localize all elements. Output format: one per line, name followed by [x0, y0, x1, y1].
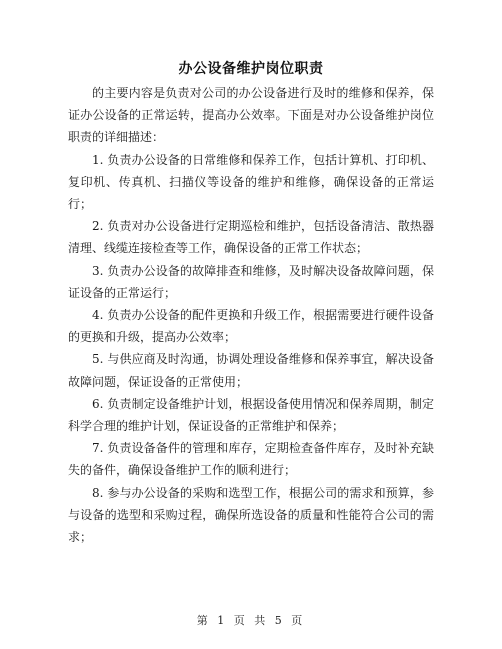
duty-item-5: 5. 与供应商及时沟通，协调处理设备维修和保养事宜，解决设备故障问题，保证设备的正常使用； — [68, 352, 434, 389]
duty-item-4: 4. 负责办公设备的配件更换和升级工作，根据需要进行硬件设备的更换和升级，提高办公效率； — [68, 308, 434, 345]
document-body — [68, 82, 434, 548]
duty-item-2: 2. 负责对办公设备进行定期巡检和维护，包括设备清洁、散热器清理、线缆连接检查等工作，确保设备的正常工作状态； — [68, 219, 434, 256]
duty-item-1: 1. 负责办公设备的日常维修和保养工作，包括计算机、打印机、复印机、传真机、扫描仪等设备的维护和维修，确保设备的正常运行； — [68, 152, 434, 212]
page-number-footer: 第 1 页 共 5 页 — [196, 614, 306, 627]
intro-paragraph: 的主要内容是负责对公司的办公设备进行及时的维修和保养，保证办公设备的正常运转，提高办公效率。下面是对办公设备维护岗位职责的详细描述： — [68, 86, 434, 145]
duty-item-3: 3. 负责办公设备的故障排查和维修，及时解决设备故障问题，保证设备的正常运行； — [68, 263, 434, 300]
duty-item-6: 6. 负责制定设备维护计划，根据设备使用情况和保养周期，制定科学合理的维护计划，保证设备的正常维护和保养； — [68, 396, 434, 434]
document-title: 办公设备维护岗位职责 — [178, 61, 324, 77]
duty-item-7: 7. 负责设备备件的管理和库存，定期检查备件库存，及时补充缺失的备件，确保设备维护工作的顺利进行； — [68, 441, 434, 478]
duty-item-8: 8. 参与办公设备的采购和选型工作，根据公司的需求和预算，参与设备的选型和采购过程，确保所选设备的质量和性能符合公司的需求； — [68, 485, 434, 545]
